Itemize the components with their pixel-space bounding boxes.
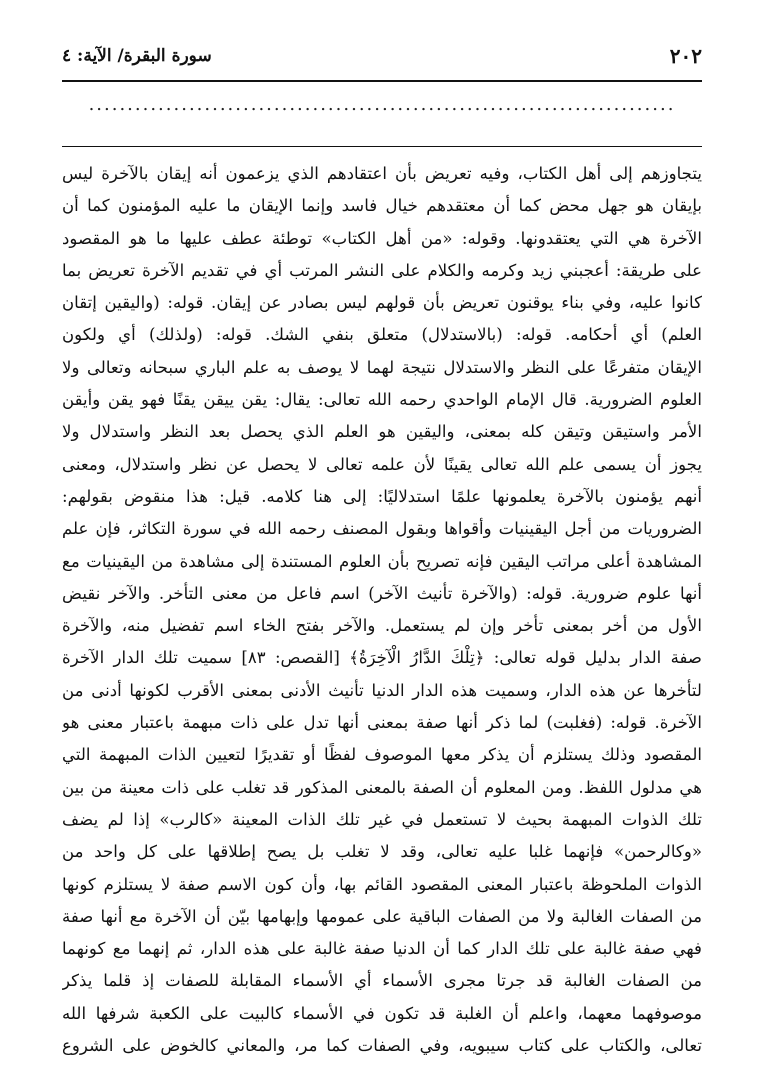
text-line: الضروريات من أجل اليقينيات وأقواها وبقول المصنف رحمه الله في سورة التكاثر، فإن علم bbox=[62, 519, 702, 539]
text-line: على طريقة: أعجبني زيد وكرمه والكلام على النشر المرتب أي في تقديم الآخرة تعريض بما bbox=[62, 260, 702, 280]
text-line: «وكالرحمن» فإنهما غلبا عليه تعالى، وقد لا تغلب بل يصح إطلاقها على كل واحد من bbox=[62, 842, 702, 862]
text-line: بإيقان هو جهل محض كما أن معتقدهم خيال فاسد وإنما الإيقان ما عليه المؤمنون كما أن bbox=[62, 196, 702, 216]
text-line: يتجاوزهم إلى أهل الكتاب، وفيه تعريض بأن اعتقادهم الذي يزعمون أنه إيقان بالآخرة ليس bbox=[62, 164, 702, 183]
text-line: أنهم يؤمنون بالآخرة يعلمونها علمًا استدلاليًا: إلى هنا كلامه. قيل: هذا منقوض بقولهم: bbox=[62, 486, 702, 506]
page-header bbox=[62, 44, 702, 80]
text-line: أنها علوم ضرورية. قوله: (والآخرة تأنيث الآخر) اسم فاعل من معنى التأخر. والآخر نقيض bbox=[62, 583, 702, 603]
separator-dots: ............................................................................ bbox=[88, 94, 676, 115]
text-line: الآخرة. قوله: (فغلبت) لما ذكر أنها صفة بمعنى أنها تدل على ذات مبهمة باعتبار معنى هو bbox=[62, 713, 702, 733]
text-line: الإيقان متفرعًا على النظر والاستدلال نتيجة لهما لا يوصف به علم الباري سبحانه وتعالى ولا bbox=[62, 357, 702, 377]
body-text bbox=[62, 158, 702, 1062]
text-line: المقصود وذلك يستلزم أن يذكر معها الموصوف لفظًا أو تقديرًا لتعيين الذات المبهمة التي bbox=[62, 745, 702, 765]
running-head: سورة البقرة/ الآية: ٤ bbox=[62, 46, 212, 66]
text-line: هي مدلول اللفظ. ومن المعلوم أن الصفة بالمعنى المذكور قد تغلب على ذات معينة من بين bbox=[62, 777, 702, 797]
text-line: من الصفات الغالبة قد جرتا مجرى الأسماء أي الأسماء المقابلة للصفات إذ قلما يذكر bbox=[62, 971, 702, 991]
text-line: الأول من أخر بمعنى تأخر وإن لم يستعمل. والآخر بفتح الخاء اسم تفضيل منه، والآخرة bbox=[62, 616, 702, 636]
text-line: صفة الدار بدليل قوله تعالى: ﴿تِلْكَ الدَّارُ الْآخِرَةُ﴾ [القصص: ٨٣] سميت تلك الدار الآخرة bbox=[62, 648, 702, 668]
text-line: يجوز أن يسمى علم الله تعالى يقينًا لأن علمه تعالى لا يحصل عن نظر واستدلال، ومعنى bbox=[62, 454, 702, 474]
text-line: الأمر واستيقن وتيقن كله بمعنى، واليقين هو العلم الذي يحصل بعد النظر واستدلال ولا bbox=[62, 422, 702, 442]
text-line: من الصفات الغالبة ولا من الصفات الباقية على عمومها وإبهامها بيّن أن الآخرة مع أنها صفة bbox=[62, 906, 702, 926]
text-line: العلوم الضرورية. قال الإمام الواحدي رحمه الله تعالى: يقال: يقن ييقن يقنًا فهو يقن وأيقن bbox=[62, 390, 702, 410]
text-line: فهي صفة غالبة على تلك الدار كما أن الدنيا صفة غالبة على هذه الدار، ثم إنهما مع كونهما bbox=[62, 939, 702, 959]
text-line: موصوفهما معهما، واعلم أن الغلبة قد تكون في الأسماء كالبيت على الكعبة شرفها الله bbox=[62, 1003, 702, 1023]
text-line: الآخرة هي التي يعتقدونها. وقوله: «من أهل الكتاب» توطئة عطف عليها ما هو المقصود bbox=[62, 228, 702, 248]
text-line: تعالى، والكتاب على كتاب سيبويه، وفي الصفات كما مر، والمعاني كالخوض على الشروع bbox=[62, 1036, 702, 1056]
text-line: الذوات الملحوظة باعتبار المعنى المقصود القائم بها، وأن كون الاسم صفة لا يستلزم كونها bbox=[62, 874, 702, 894]
text-line: المشاهدة أعلى مراتب اليقين فإنه تصريح بأن العلوم المستندة إلى مشاهدة من اليقينيات مع bbox=[62, 551, 702, 571]
text-line: العلم) أي أحكامه. قوله: (بالاستدلال) متعلق بنفي الشك. قوله: (ولذلك) أي ولكون bbox=[62, 325, 702, 345]
text-line: لتأخرها عن هذه الدار، وسميت هذه الدار الدنيا تأنيث الأدنى بمعنى الأقرب لكونها أدنى من bbox=[62, 680, 702, 700]
page-number: ٢٠٢ bbox=[669, 44, 702, 68]
text-line: كانوا عليه، وفي بناء يوقنون تعريض بأن قولهم ليس بصادر عن إيقان. قوله: (واليقين إتقان bbox=[62, 293, 702, 313]
header-rule bbox=[62, 80, 702, 82]
text-line: تلك الذوات المبهمة بحيث لا تستعمل في غير تلك الذات المعينة «كالرب» إذا لم يضف bbox=[62, 809, 702, 829]
separator-rule bbox=[62, 146, 702, 147]
